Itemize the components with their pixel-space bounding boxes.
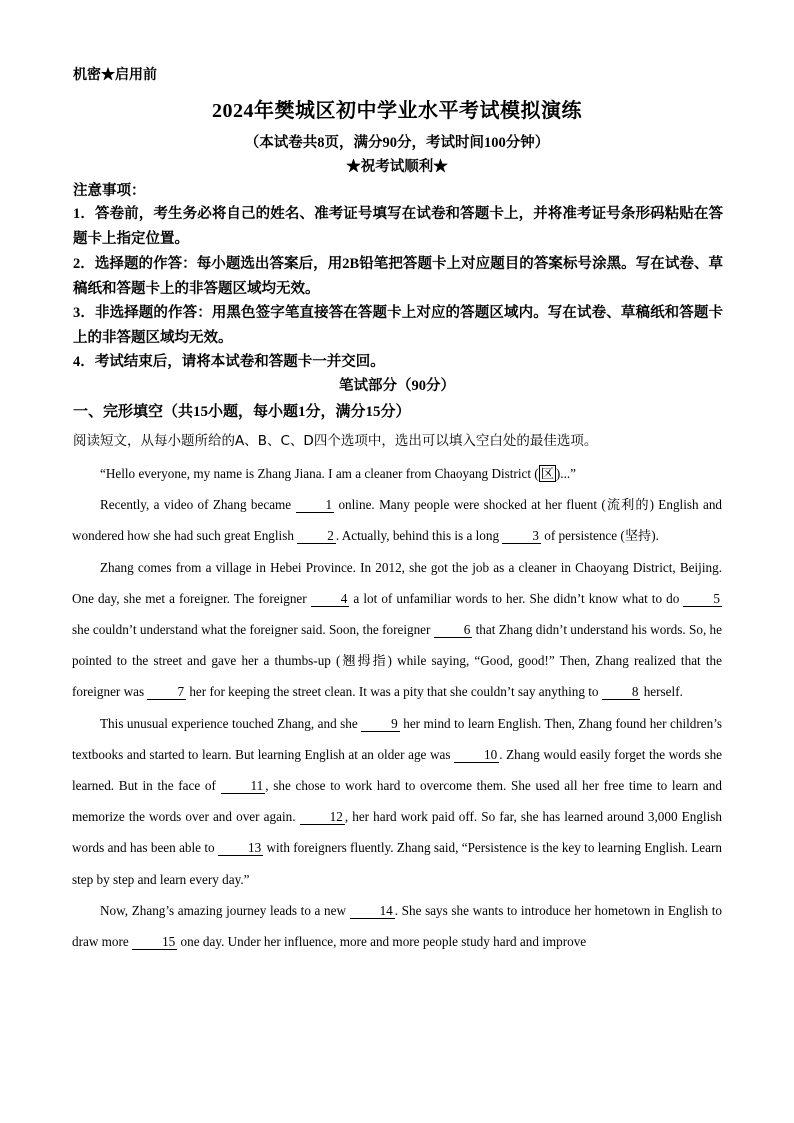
blank-1: 1 <box>296 497 335 513</box>
passage-paragraph: “Hello everyone, my name is Zhang Jiana. I am a cleaner from Chaoyang District ( 区 )...” <box>100 466 577 481</box>
part-title: 一、完形填空（共15小题，每小题1分，满分15分） <box>73 404 411 420</box>
part-instruction: 阅读短文，从每小题所给的A、B、C、D四个选项中，选出可以填入空白处的最佳选项。 <box>73 433 598 449</box>
blessing-line: ★祝考试顺利★ <box>346 159 448 175</box>
blank-9: 9 <box>361 716 400 732</box>
notice-item: 3．非选择题的作答：用黑色签字笔直接答在答题卡上对应的答题区域内。写在试卷、草稿纸和答题卡上的非答题区域均无效。 <box>73 305 723 346</box>
exam-title: 2024年樊城区初中学业水平考试模拟演练 <box>212 100 582 122</box>
blank-2: 2 <box>297 528 336 544</box>
blank-15: 15 <box>132 934 177 950</box>
blank-13: 13 <box>218 840 263 856</box>
blank-8: 8 <box>602 684 641 700</box>
blank-12: 12 <box>300 809 345 825</box>
notice-item: 1．答卷前，考生务必将自己的姓名、准考证号填写在试卷和答题卡上，并将准考证号条形码粘贴在答题卡上指定位置。 <box>73 206 723 247</box>
passage-paragraph: This unusual experience touched Zhang, and she 9 her mind to learn English. Then, Zhang found her children’s textbooks and started to learn. But learning English at an older age was 10 . Zhang would easily forget the words she learned. But in the face of 11 , she chose to work hard to overcome them. She used all her free time to learn and memorize the words over and over again. 12 , her hard work paid off. So far, she has learned around 3,000 English words and has been able to 13 with foreigners fluently. Zhang said, “Persistence is the key to learning English. Learn step by step and learn every day.” <box>72 715 723 887</box>
blank-7: 7 <box>147 684 186 700</box>
blank-5: 5 <box>683 591 722 607</box>
cloze-passage <box>72 458 722 957</box>
section-title: 笔试部分（90分） <box>339 378 455 394</box>
blank-14: 14 <box>350 903 395 919</box>
blank-6: 6 <box>434 622 473 638</box>
passage-paragraph: Recently, a video of Zhang became 1 online. Many people were shocked at her fluent (流利的) English and wondered how she had such great English 2 . Actually, behind this is a long 3 of persistence (坚持). <box>72 497 723 544</box>
blank-3: 3 <box>502 528 541 544</box>
notice-heading: 注意事项： <box>73 183 146 199</box>
confidential-label: 机密★启用前 <box>73 68 157 83</box>
notice-item: 4．考试结束后，请将本试卷和答题卡一并交回。 <box>73 354 385 370</box>
passage-paragraph: Zhang comes from a village in Hebei Province. In 2012, she got the job as a cleaner in Chaoyang District, Beijing. One day, she met a foreigner. The foreigner 4 a lot of unfamiliar words to her. She didn’t know what to do 5 she couldn’t understand what the foreigner said. Soon, the foreigner 6 that Zhang didn’t understand his words. So, he pointed to the street and gave her a thumbs-up (翘拇指) while saying, “Good, good!” Then, Zhang realized that the foreigner was 7 her for keeping the street clean. It was a pity that she couldn’t say anything to 8 herself. <box>72 559 722 700</box>
exam-subtitle: （本试卷共8页，满分90分，考试时间100分钟） <box>244 135 550 151</box>
blank-10: 10 <box>454 747 499 763</box>
passage-paragraph: Now, Zhang’s amazing journey leads to a new 14 . She says she wants to introduce her hometown in English to draw more 15 one day. Under her influence, more and more people study hard and improve <box>72 902 722 950</box>
blank-11: 11 <box>221 778 266 794</box>
boxed-char: 区 <box>540 466 554 481</box>
notice-item: 2．选择题的作答：每小题选出答案后，用2B铅笔把答题卡上对应题目的答案标号涂黑。写在试卷、草稿纸和答题卡上的非答题区域均无效。 <box>73 256 723 297</box>
blank-4: 4 <box>311 591 350 607</box>
